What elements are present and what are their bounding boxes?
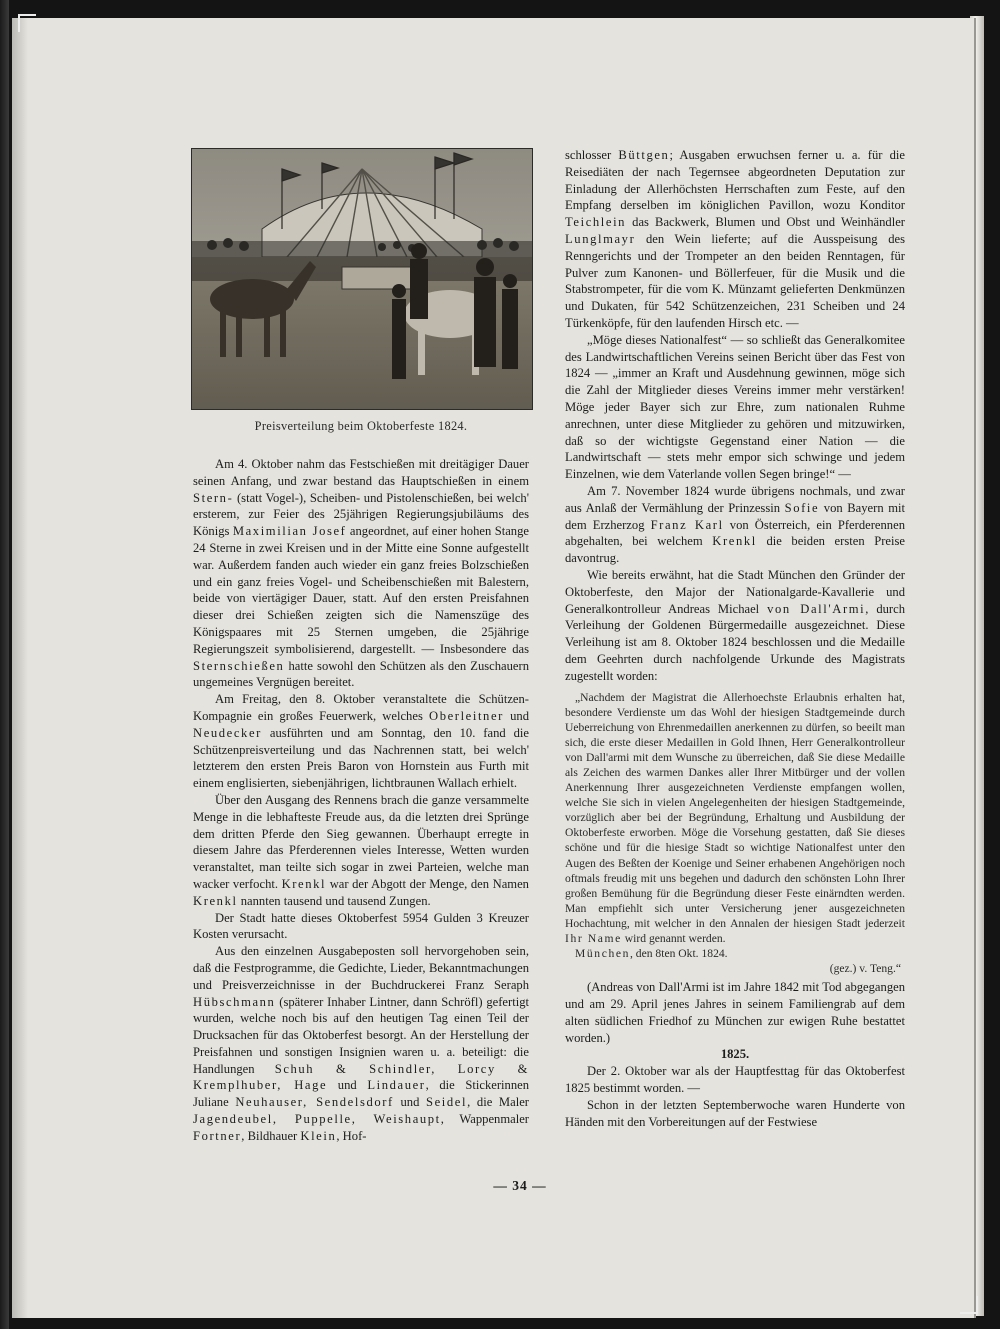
quote-body: „Nachdem der Magistrat die Allerhoechste Erlaubnis erhalten hat, besondere Verdienste um das Wohl der hiesigen Stadtgemeinde durch Ueberreichung von Ehrenmedaillen anerkennen zu dürfen, so beeilt man sich, die erste dieser Medaillen in Gold Ihnen, Herr Generalkontrolleur von Dall'armi mit dem Wunsche zu überreichen, daß Sie diese Medaille als Zeichen des warmen Dankes aller Ihrer Mitbürger und der vollen Anerkennung Ihrer ausgezeichneten Verdienste empfangen wollen, welche Sie sich in vielen Angelegenheiten der hiesigen Stadtgemeinde, vorzüglich aber bei der Begründung, Erhaltung und Ausbildung der Oktoberfeste erworben. Möge die Vorsehung gestatten, daß Sie dieses schöne und für die hiesige Stadt so wichtige Nationalfest unter den Augen des Beßten der Koenige und Seiner erhabenen Angehörigen noch oftmals freudig mit uns begehen und dadurch den schönsten Lohn Ihrer großen Bemühung für die Begründung dieser Feste einärndten werden. Man empfiehlt sich unter Versicherung jener ausgezeichneten Hochachtung, mit welcher in den Annalen der hiesigen Stadt jederzeit Ihr Name wird genannt werden. [565,690,905,945]
page-number: — 34 — [493,1178,547,1193]
paragraph: Aus den einzelnen Ausgabeposten soll hervorgehoben sein, daß die Festprogramme, die Gedichte, Lieder, Bekanntmachungen und Preisverzeichnisse in der Buchdruckerei Franz Seraph Hübschmann (späterer Inhaber Lintner, dann Schröfl) gefertigt wurden, welche noch bis auf den heutigen Tag einen Teil der Drucksachen für das Oktoberfest besorgt. An der Herstellung der Preisfahnen und sonstigen Insignien waren u. a. beteiligt: die Handlungen Schuh & Schindler, Lorcy & Kremplhuber, Hage und Lindauer, die Stickerinnen Juliane Neuhauser, Sendelsdorf und Seidel, die Maler Jagendeubel, Puppelle, Weishaupt, Wappenmaler Fortner, Bildhauer Klein, Hof- [193,944,530,1143]
book-binding-strip [0,0,9,1329]
paragraph: Der Stadt hatte dieses Oktoberfest 5954 Gulden 3 Kreuzer Kosten verursacht. [193,910,529,942]
paragraph: schlosser Büttgen; Ausgaben erwuchsen ferner u. a. für die Reisediäten der nach Tegernsee abgeordneten Deputation zur Einladung der Allerhöchsten Herrschaften zum Feste, auf den Empfang derselben im königlichen Pavillon, wozu Konditor Teichlein das Backwerk, Blumen und Obst und Weinhändler Lunglmayr den Wein lieferte; auf die Ausspeisung des Renngerichts und der Trompeter an den beiden Renntagen, für Pulver zum Kanonen- und Böllerfeuer, für die Musik und die Stabstrompeter, für die vom K. Münzamt gelieferten Denkmünzen und Dukaten, für 542 Schützenzeichen, 231 Scheiben und 24 Türkenköpfe, für den laufenden Hirsch etc. — [565,148,905,330]
paragraph: Der 2. Oktober war als der Hauptfesttag für das Oktoberfest 1825 bestimmt worden. — [565,1064,905,1096]
paragraph: Schon in der letzten Septemberwoche waren Hunderte von Händen mit den Vorbereitungen auf der Festwiese [565,1097,905,1129]
crop-mark-bottom-right [960,1296,978,1314]
paragraph: Wie bereits erwähnt, hat die Stadt München den Gründer der Oktoberfeste, den Major der Nationalgarde-Kavallerie und Generalkontrolleur Andreas Michael von Dall'Armi, durch Verleihung der Goldenen Bürgermedaille ausgezeichnet. Diese Verleihung ist am 8. Oktober 1824 beschlossen und die Medaille dem Geehrten durch nachfolgende Urkunde des Magistrats zugestellt worden: [565,567,905,683]
right-text-column [565,147,905,1130]
spine-shadow [12,18,28,1318]
illustration-drawing [192,149,532,409]
paragraph: „Möge dieses Nationalfest“ — so schließt das Generalkomitee des Landwirtschaftlichen Vereins seinen Bericht über das Fest von 1824 — „immer an Kraft und Ausdehnung gewinnen, möge sich die Zahl der Mitglieder dieses Vereins immer mehr verstärken! Möge jeder Bayer sich zur Ehre, zum nationalen Ruhme anrechnen, unter diese Mitglieder zu gehören und mitzuwirken, daß so der wichtigste Gegenstand einer Nation — die Landwirtschaft — stets mehr empor sich schwinge und jedem Einzelnen, wie dem Vaterlande vollen Segen bringe!“ — [565,332,905,482]
paragraph: (Andreas von Dall'Armi ist im Jahre 1842 mit Tod abgegangen und am 29. April jenes Jahres in seinem Familiengrab auf dem alten südlichen Friedhof zu München zur ewigen Ruhe bestattet worden.) [565,980,905,1045]
paragraph: Über den Ausgang des Rennens brach die ganze versammelte Menge in die lebhafteste Freude aus, da die letzten drei Sprünge dem dritten Pferde den Sieg gewannen. Überhaupt erregte in diesem Jahre das Pferderennen vieles Interesse, Wetten wurden veranstaltet, man teilte sich sogar in zwei Parteien, welche man wacker verfocht. Krenkl war der Abgott der Menge, den Namen Krenkl nannten tausend und tausend Zungen. [193,792,529,908]
paragraph: Am 7. November 1824 wurde übrigens nochmals, und zwar aus Anlaß der Vermählung der Prinzessin Sofie von Bayern mit dem Erzherzog Franz Karl von Österreich, ein Pferderennen abgehalten, bei welchem Krenkl die beiden ersten Preise davontrug. [565,483,905,566]
figure-caption: Preisverteilung beim Oktoberfeste 1824. [254,419,468,433]
section-heading-1825: 1825. [720,1047,750,1062]
left-text-column [193,456,529,1145]
crop-mark-top-left [18,14,36,32]
quote-signature: (gez.) v. Teng.“ [829,962,901,976]
quote-dateline: München, den 8ten Okt. 1824. [575,947,728,961]
historical-illustration [191,148,533,410]
paragraph: Am Freitag, den 8. Oktober veranstaltete die Schützen-Kompagnie ein großes Feuerwerk, welches Oberleitner und Neudecker ausführten und am Sonntag, den 10. fand die Schützenpreisverteilung und das Nachrennen statt, bei welch' letzterem den ersten Preis Baron von Hornstein aus Furth mit einem englisierten, siebenjährigen, lichtbraunen Wallach erhielt. [193,692,529,791]
paragraph: Am 4. Oktober nahm das Festschießen mit dreitägiger Dauer seinen Anfang, und zwar bestand das Hauptschießen in einem Stern- (statt Vogel-), Scheiben- und Pistolenschießen, bei welch' ersterem, zur Feier des 25jährigen Regierungsjubiläums des Königs Maximilian Josef angeordnet, auf einer hohen Stange 24 Sterne in zwei Kreisen und in der Mitte eine Sonne aufgestellt war. Außerdem fanden auch wieder ein ganz freies Bolzschießen und ein ganz freies Vogel- und Scheibenschießen mit Balestern, beide von viertägiger Dauer, statt. Auf den ersten Preisfahnen dieser drei Schießen zeigten sich die Namenszüge des Königspaares mit 25 Sternen umgeben, die 25jährige Regierungszeit symbolisierend, dargestellt. — Insbesondere das Sternschießen hatte sowohl den Schützen als den Zuschauern ungemeines Vergnügen bereitet. [193,457,529,690]
quoted-certificate [565,690,905,977]
